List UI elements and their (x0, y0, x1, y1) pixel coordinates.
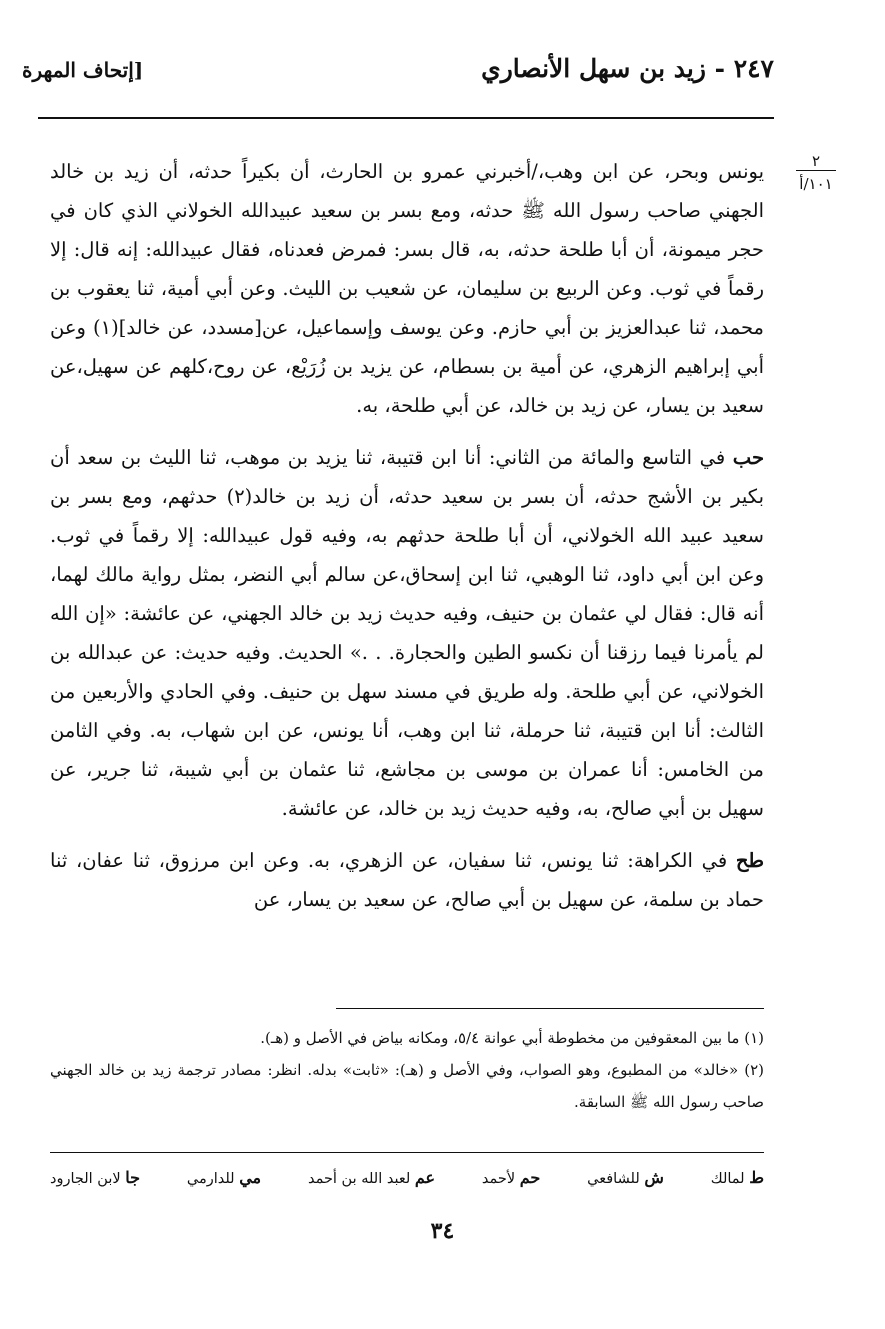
footnote: (٢) «خالد» من المطبوع، وهو الصواب، وفي الأصل و (هـ): «ثابت» بدله. انظر: مصادر ترجمة زيد بن خالد الجهني صاحب رسول الله ﷺ السابقة. (50, 1061, 764, 1111)
footnotes (50, 1022, 764, 1118)
margin-note-number: ٢ (796, 152, 836, 171)
source-symbol: حب (732, 446, 764, 469)
abbreviation-name: للدارمي (186, 1171, 235, 1187)
paragraph-text: في التاسع والمائة من الثاني: أنا ابن قتيبة، ثنا يزيد بن موهب، ثنا الليث بن سعد أن بكير بن الأشج حدثه، أن بسر بن سعيد حدثه، أن زيد بن خالد(٢) حدثهم، ومع بسر بن سعيد عبيد الله الخولاني، أن أبا طلحة حدثهم به، وفيه قول عبيدالله: إلا رقماً في ثوب. وعن ابن أبي داود، ثنا الوهبي، ثنا ابن إسحاق،عن سالم أبي النضر، بمثل رواية مالك لهما، أنه قال: فقال لي عثمان بن حنيف، وفيه حديث زيد بن خالد الجهني، عن عائشة: «إن الله لم يأمرنا فيما رزقنا أن نكسو الطين والحجارة. . .» الحديث. وفيه حديث: عن عبدالله بن الخولاني، عن أبي طلحة. وله طريق في مسند سهل بن حنيف. وفي الحادي والأربعين من الثالث: أنا ابن قتيبة، ثنا حرملة، ثنا ابن وهب، أنا يونس، عن ابن شهاب، به. وفي الثامن من الخامس: أنا عمران بن موسى بن مجاشع، ثنا عثمان بن أبي شيبة، ثنا جرير، عن سهيل بن أبي صالح، به، وفيه حديث زيد بن خالد، عن عائشة. (50, 446, 764, 820)
paragraph-text: في الكراهة: ثنا يونس، ثنا سفيان، عن الزهري، به. وعن ابن مرزوق، ثنا عفان، ثنا حماد بن سلمة، عن سهيل بن أبي صالح، عن سعيد بن يسار، عن (50, 849, 764, 911)
abbreviation-name: لأحمد (481, 1171, 516, 1187)
abbreviations-rule (50, 1152, 764, 1153)
paragraph (50, 152, 764, 425)
abbreviation (587, 1168, 664, 1187)
abbreviation-code: حم (519, 1168, 541, 1187)
margin-note-folio: ١٠١/أ (799, 175, 833, 193)
abbreviation-code: مي (239, 1168, 262, 1187)
abbreviations-key (50, 1168, 764, 1187)
footnote-rule (336, 1008, 764, 1009)
abbreviation-name: لعبد الله بن أحمد (307, 1171, 411, 1187)
margin-note (780, 152, 852, 193)
chapter-title: ٢٤٧ - زيد بن سهل الأنصاري (481, 54, 774, 83)
paragraph (50, 438, 764, 828)
abbreviation-code: جا (125, 1168, 141, 1187)
book-title: [إتحاف المهرة (22, 58, 144, 82)
abbreviation (482, 1168, 540, 1187)
abbreviation-code: عم (414, 1168, 436, 1187)
abbreviation-name: لابن الجارود (50, 1171, 121, 1187)
abbreviation (711, 1168, 764, 1187)
abbreviation-code: ط (749, 1168, 764, 1187)
paragraph-text: يونس وبحر، عن ابن وهب،/أخبرني عمرو بن الحارث، أن بكيراً حدثه، أن زيد بن خالد الجهني صاحب رسول الله ﷺ حدثه، ومع بسر بن سعيد عبيدالله الخولاني الذي كان في حجر ميمونة، أن أبا طلحة حدثه، به، قال بسر: فمرض فعدناه، فقال عبيدالله: إنه قال: إلا رقماً في ثوب. وعن الربيع بن سليمان، عن شعيب بن الليث. وعن أبي أمية، ثنا يعقوب بن محمد، ثنا عبدالعزيز بن أبي حازم. وعن يوسف وإسماعيل، عن[مسدد، عن خالد](١) وعن أبي إبراهيم الزهري، عن أمية بن بسطام، عن يزيد بن زُرَيْع، عن روح،كلهم عن سهيل،عن سعيد بن يسار، عن زيد بن خالد، عن أبي طلحة، به. (50, 160, 764, 417)
abbreviation-code: ش (644, 1168, 664, 1187)
paragraph (50, 841, 764, 919)
abbreviation-name: للشافعي (587, 1171, 640, 1187)
source-symbol: طح (735, 849, 764, 872)
main-text (50, 152, 764, 932)
abbreviation (50, 1168, 140, 1187)
abbreviation (308, 1168, 435, 1187)
page-number: ٣٤ (430, 1218, 455, 1244)
abbreviation-name: لمالك (710, 1171, 745, 1187)
footnote: (١) ما بين المعقوفين من مخطوطة أبي عوانة ٥/٤، ومكانه بياض في الأصل و (هـ). (260, 1029, 764, 1047)
header-rule (38, 117, 774, 119)
abbreviation (187, 1168, 261, 1187)
running-header (22, 50, 774, 100)
